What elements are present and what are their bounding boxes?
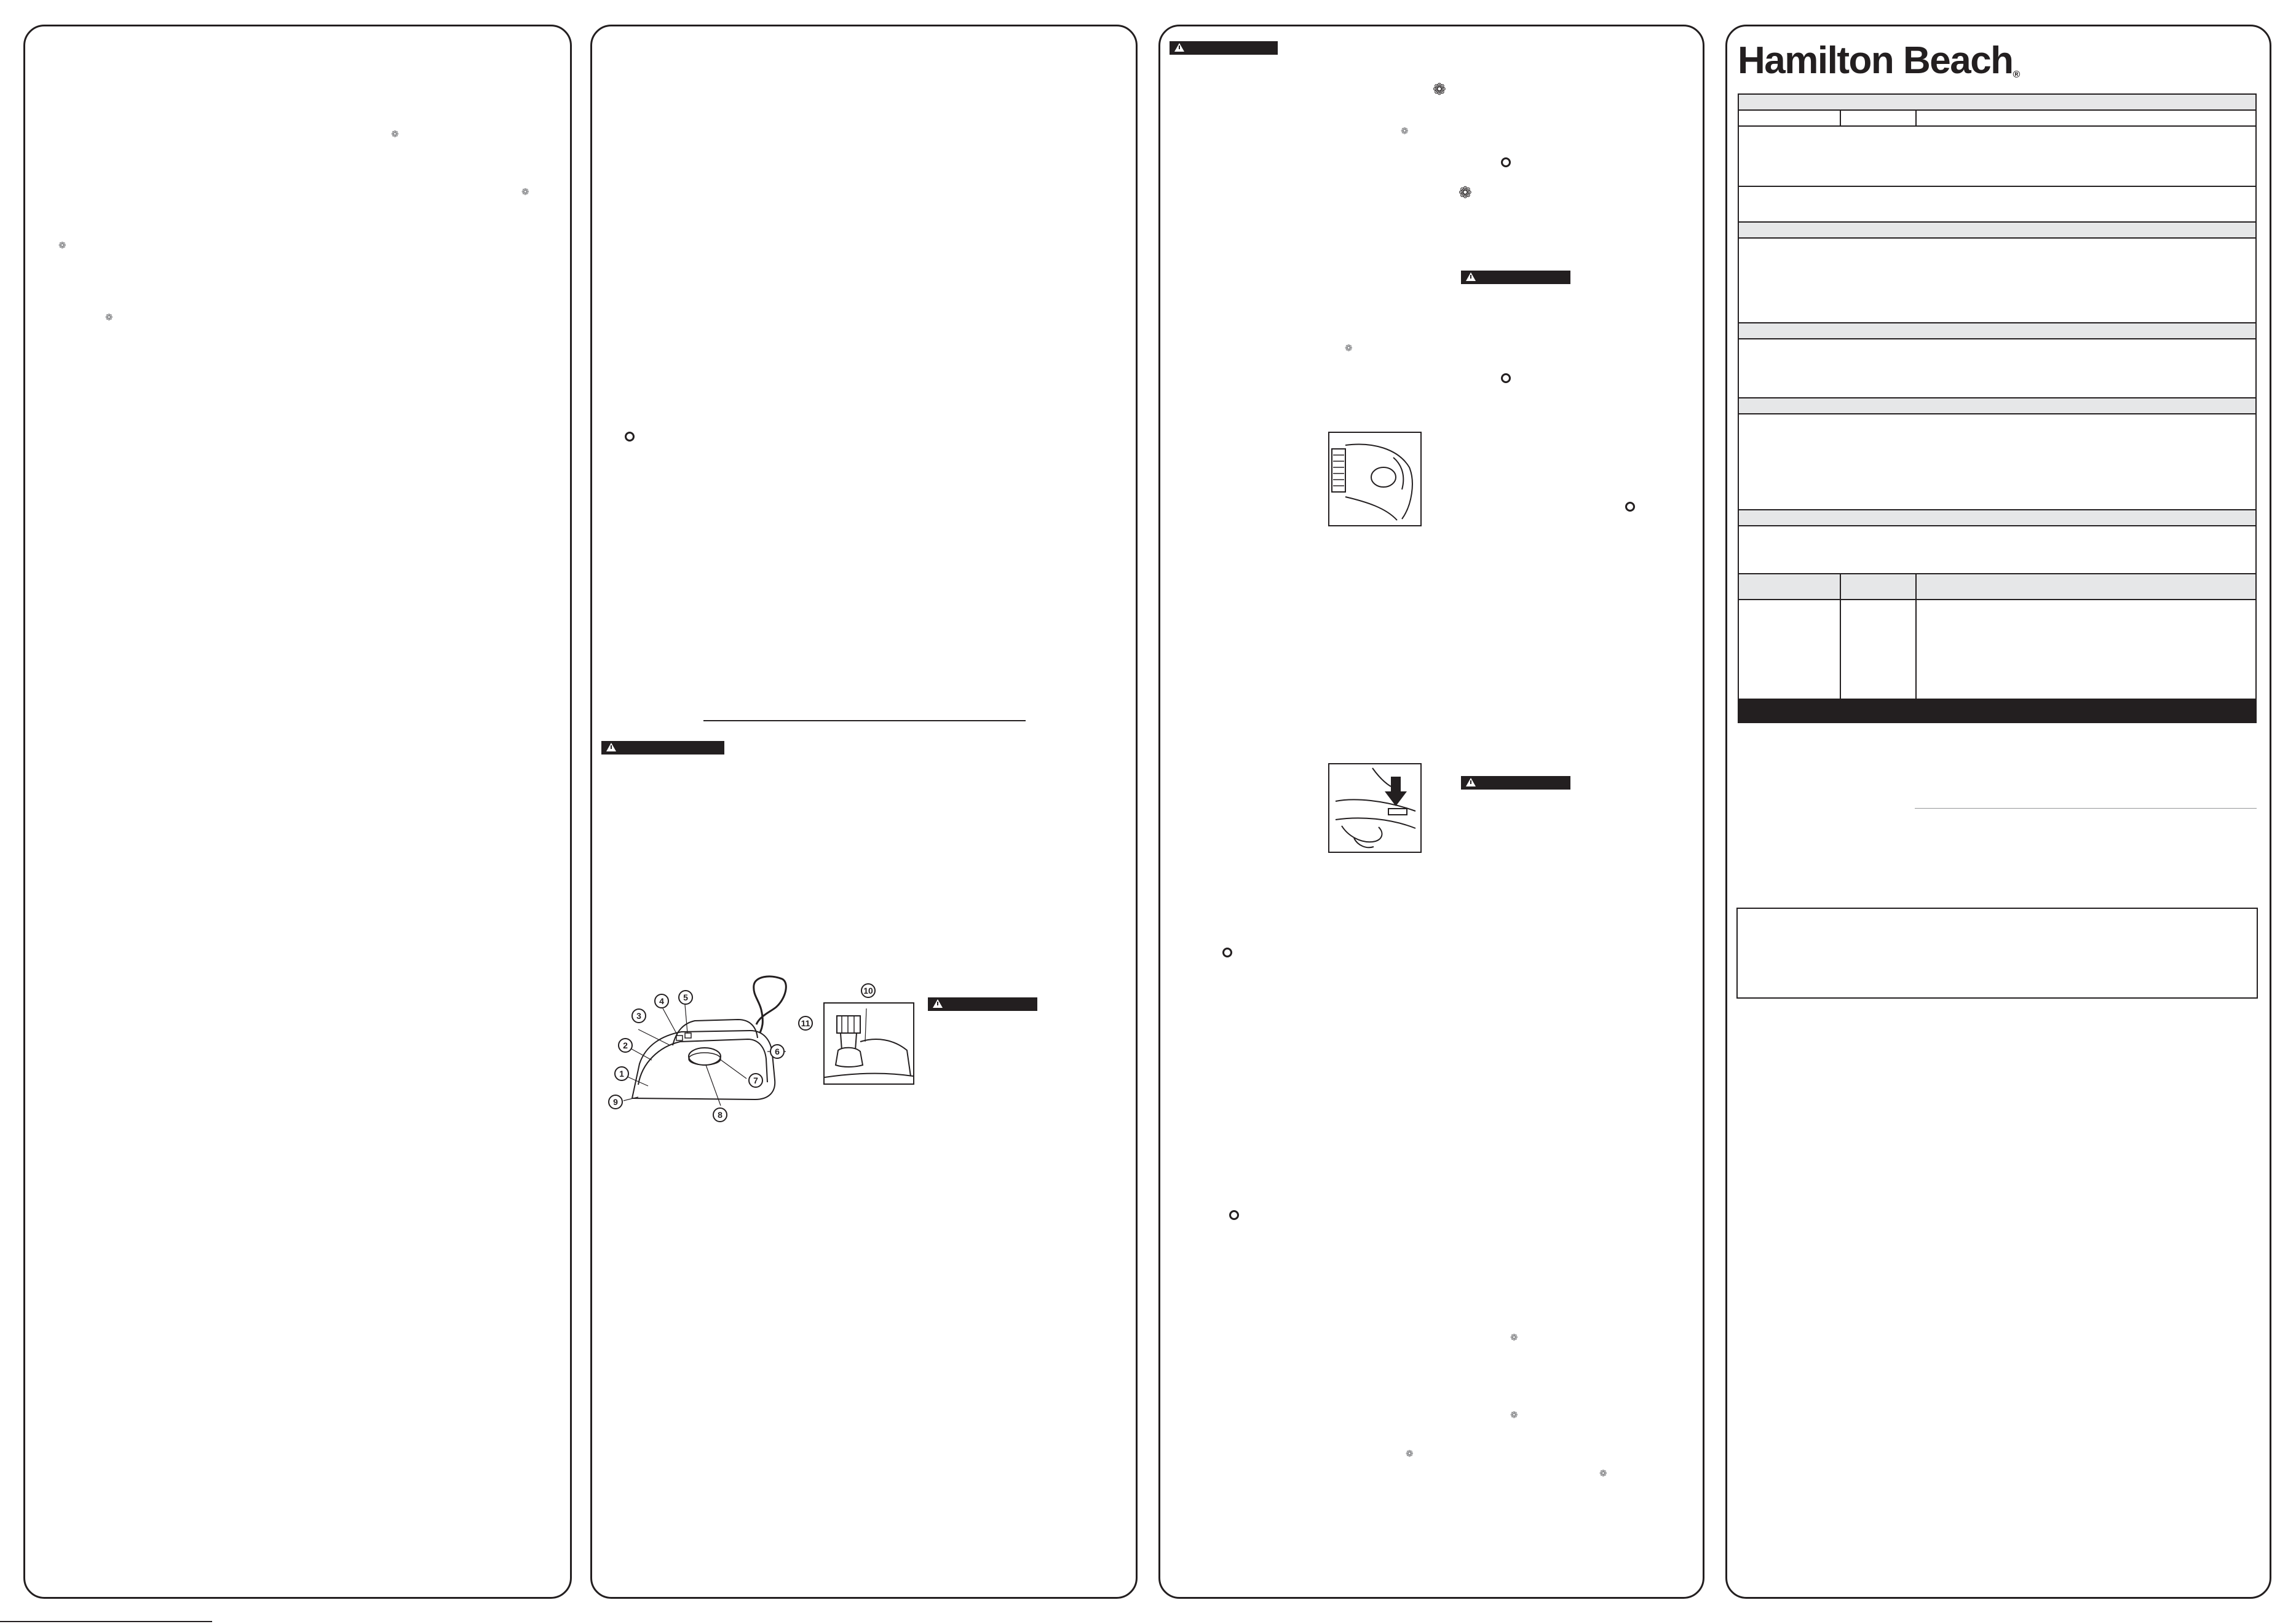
- iron-callout: 1: [614, 1066, 629, 1081]
- warning-bar: [928, 997, 1037, 1011]
- warning-bar: [1461, 271, 1570, 284]
- table-row: [1739, 600, 2255, 700]
- steam-mark-icon: ❁: [58, 240, 66, 251]
- table-column-divider: [1840, 111, 1841, 125]
- page-panel-1: [23, 25, 572, 1599]
- table-band: [1739, 95, 2255, 111]
- divider-line: [703, 720, 1026, 721]
- steam-mark-icon: ❁: [1510, 1410, 1518, 1420]
- table-column-divider: [1840, 600, 1841, 699]
- soleplate-drawing: [1329, 433, 1420, 525]
- table-header-row: [1739, 574, 2255, 600]
- iron-callout: 6: [770, 1044, 785, 1059]
- steam-mark-icon: ❁: [1599, 1468, 1607, 1479]
- trim-line: [0, 1621, 212, 1622]
- iron-callout: 7: [748, 1073, 763, 1088]
- steam-mark-icon: ❁: [391, 129, 399, 140]
- warning-bar: [1170, 41, 1278, 55]
- table-column-divider: [1915, 111, 1917, 125]
- table-column-divider: [1840, 574, 1841, 599]
- press-button-drawing: [1329, 764, 1420, 852]
- steam-mark-icon: ❁: [1510, 1333, 1518, 1343]
- table-row: [1739, 239, 2255, 323]
- table-column-divider: [1915, 574, 1917, 599]
- table-header-row: [1739, 111, 2255, 127]
- dot-setting-icon: [625, 432, 635, 442]
- soleplate-figure: [1328, 432, 1422, 526]
- signature-line: [1915, 808, 2257, 809]
- table-band: [1739, 510, 2255, 526]
- warning-triangle-icon: [1466, 778, 1476, 786]
- steam-mark-icon: ❁: [521, 187, 529, 197]
- dot-setting-icon: [1501, 157, 1511, 167]
- brand-logo: [1738, 39, 2021, 82]
- table-band: [1739, 223, 2255, 239]
- steam-mark-icon: ❁: [1401, 126, 1409, 137]
- cord-callout: 10: [861, 983, 876, 998]
- brand-logo-text: Hamilton Beach: [1738, 39, 2013, 82]
- table-footer-bar: [1739, 700, 2255, 722]
- page-panel-3: [1158, 25, 1704, 1599]
- table-column-divider: [1915, 600, 1917, 699]
- cord-detail-figure: [823, 1002, 914, 1085]
- registered-mark: ®: [2013, 69, 2021, 80]
- table-row: [1739, 526, 2255, 574]
- table-row: [1739, 339, 2255, 398]
- iron-callout: 8: [713, 1107, 727, 1122]
- warning-triangle-icon: [933, 999, 943, 1008]
- dot-setting-icon: [1229, 1210, 1239, 1220]
- notice-box: [1736, 908, 2258, 999]
- steam-mark-icon: ❁: [105, 312, 113, 323]
- warning-bar: [1461, 776, 1570, 790]
- warning-triangle-icon: [1174, 43, 1184, 52]
- cord-callout: 11: [798, 1016, 813, 1031]
- info-table: [1738, 93, 2257, 723]
- steam-mark-icon: ❁: [1345, 343, 1353, 354]
- iron-callout: 4: [654, 994, 669, 1008]
- table-band: [1739, 323, 2255, 339]
- dot-setting-icon: [1222, 948, 1232, 957]
- dot-setting-icon: [1501, 373, 1511, 383]
- steam-mark-icon: ❁: [1459, 183, 1472, 202]
- down-arrow-icon: [1385, 777, 1407, 806]
- dot-setting-icon: [1625, 502, 1635, 512]
- iron-callout: 2: [618, 1038, 633, 1053]
- steam-mark-icon: ❁: [1406, 1449, 1414, 1459]
- table-row: [1739, 127, 2255, 187]
- page-panel-2: [590, 25, 1138, 1599]
- iron-callout: 5: [678, 990, 693, 1005]
- table-row: [1739, 414, 2255, 510]
- warning-bar: [601, 741, 724, 755]
- iron-callout: 3: [631, 1008, 646, 1023]
- warning-triangle-icon: [606, 743, 616, 751]
- table-band: [1739, 398, 2255, 414]
- press-button-figure: [1328, 763, 1422, 853]
- table-row: [1739, 187, 2255, 223]
- cord-detail-drawing: [825, 1004, 913, 1083]
- steam-mark-icon: ❁: [1433, 80, 1446, 98]
- iron-callout: 9: [608, 1095, 623, 1109]
- warning-triangle-icon: [1466, 272, 1476, 281]
